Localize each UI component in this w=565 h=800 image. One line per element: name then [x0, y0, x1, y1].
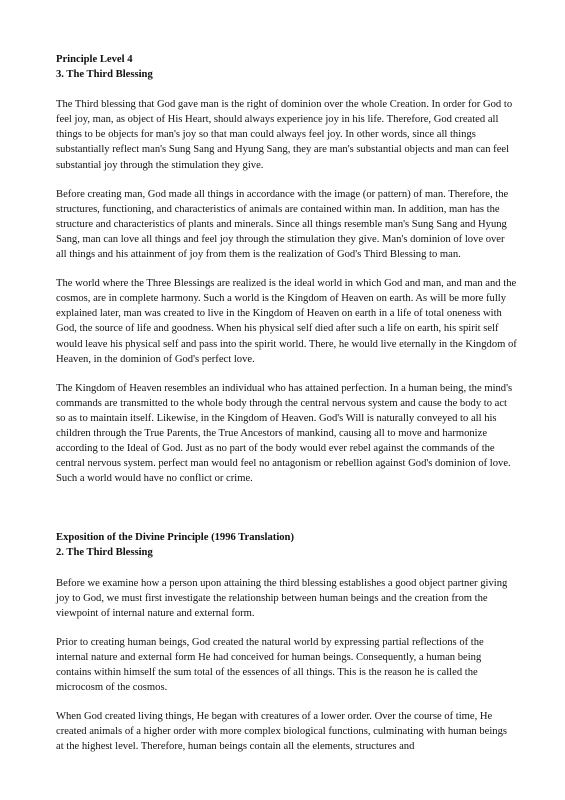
section-principle-level-4 [56, 52, 517, 486]
paragraph: Prior to creating human beings, God created the natural world by expressing partial reflections of the internal nature and external form He had conceived for human beings. Consequently, a human being contains within himself the sum total of the essences of all things. This is the reason he is called the microcosm of the cosmos. [56, 636, 484, 694]
section-heading [56, 530, 517, 560]
section-spacer [56, 500, 517, 530]
paragraph: Before we examine how a person upon attaining the third blessing establishes a good object partner giving joy to God, we must first investigate the relationship between human beings and the creation from the viewpoint of internal nature and external form. [56, 577, 508, 619]
section-subtitle: 3. The Third Blessing [56, 69, 153, 81]
paragraph: The Kingdom of Heaven resembles an individual who has attained perfection. In a human being, the mind's commands are transmitted to the whole body through the central nervous system and cause the body to act so as to maintain itself. Likewise, in the Kingdom of Heaven. God's Will is naturally conveyed to all his children through the True Parents, the True Ancestors of mankind, causing all to move and harmonize according to the Ideal of God. Just as no part of the body would ever rebel against the commands of the central nervous system. perfect man would feel no antagonism or rebellion against God's dominion of love. Such a world would have no conflict or crime. [56, 382, 513, 485]
section-heading [56, 52, 517, 82]
section-subtitle: 2. The Third Blessing [56, 547, 153, 559]
paragraph: Before creating man, God made all things in accordance with the image (or pattern) of man. Therefore, the structures, functioning, and characteristics of animals are contained within man. In addition, man has the structure and characteristics of plants and minerals. Since all things resemble man's Sung Sang and Hyung Sang, man can love all things and feel joy through the stimulation they give. Man's dominion of love over all things and his attainment of joy from them is the realization of God's Third Blessing to man. [56, 188, 509, 261]
paragraph: When God created living things, He began with creatures of a lower order. Over the course of time, He created animals of a higher order with more complex biological functions, culminating with human beings at the highest level. Therefore, human beings contain all the elements, structures and [56, 711, 507, 753]
section-title: Exposition of the Divine Principle (1996 Translation) [56, 532, 294, 544]
section-title: Principle Level 4 [56, 54, 133, 65]
section-exposition-1996 [56, 530, 517, 754]
document-body [56, 52, 517, 768]
paragraph: The world where the Three Blessings are realized is the ideal world in which God and man, and man and the cosmos, are in complete harmony. Such a world is the Kingdom of Heaven on earth. As will be more fully explained later, man was created to live in the Kingdom of Heaven on earth in a life of total oneness with God, the source of life and goodness. When his physical self died after such a life on earth, his spirit self would leave his physical self and pass into the spirit world. There, he would live eternally in the Kingdom of Heaven, in the dominion of God's perfect love. [56, 278, 517, 365]
paragraph: The Third blessing that God gave man is the right of dominion over the whole Creation. In order for God to feel joy, man, as object of His Heart, should always experience joy in his life. Therefore, God created all things to be objects for man's joy so that man could always feel joy. In other words, since all things substantially reflect man's Sung Sang and Hyung Sang, they are man's substantial objects and man can feel substantial joy through the stimulation they give. [56, 99, 513, 171]
